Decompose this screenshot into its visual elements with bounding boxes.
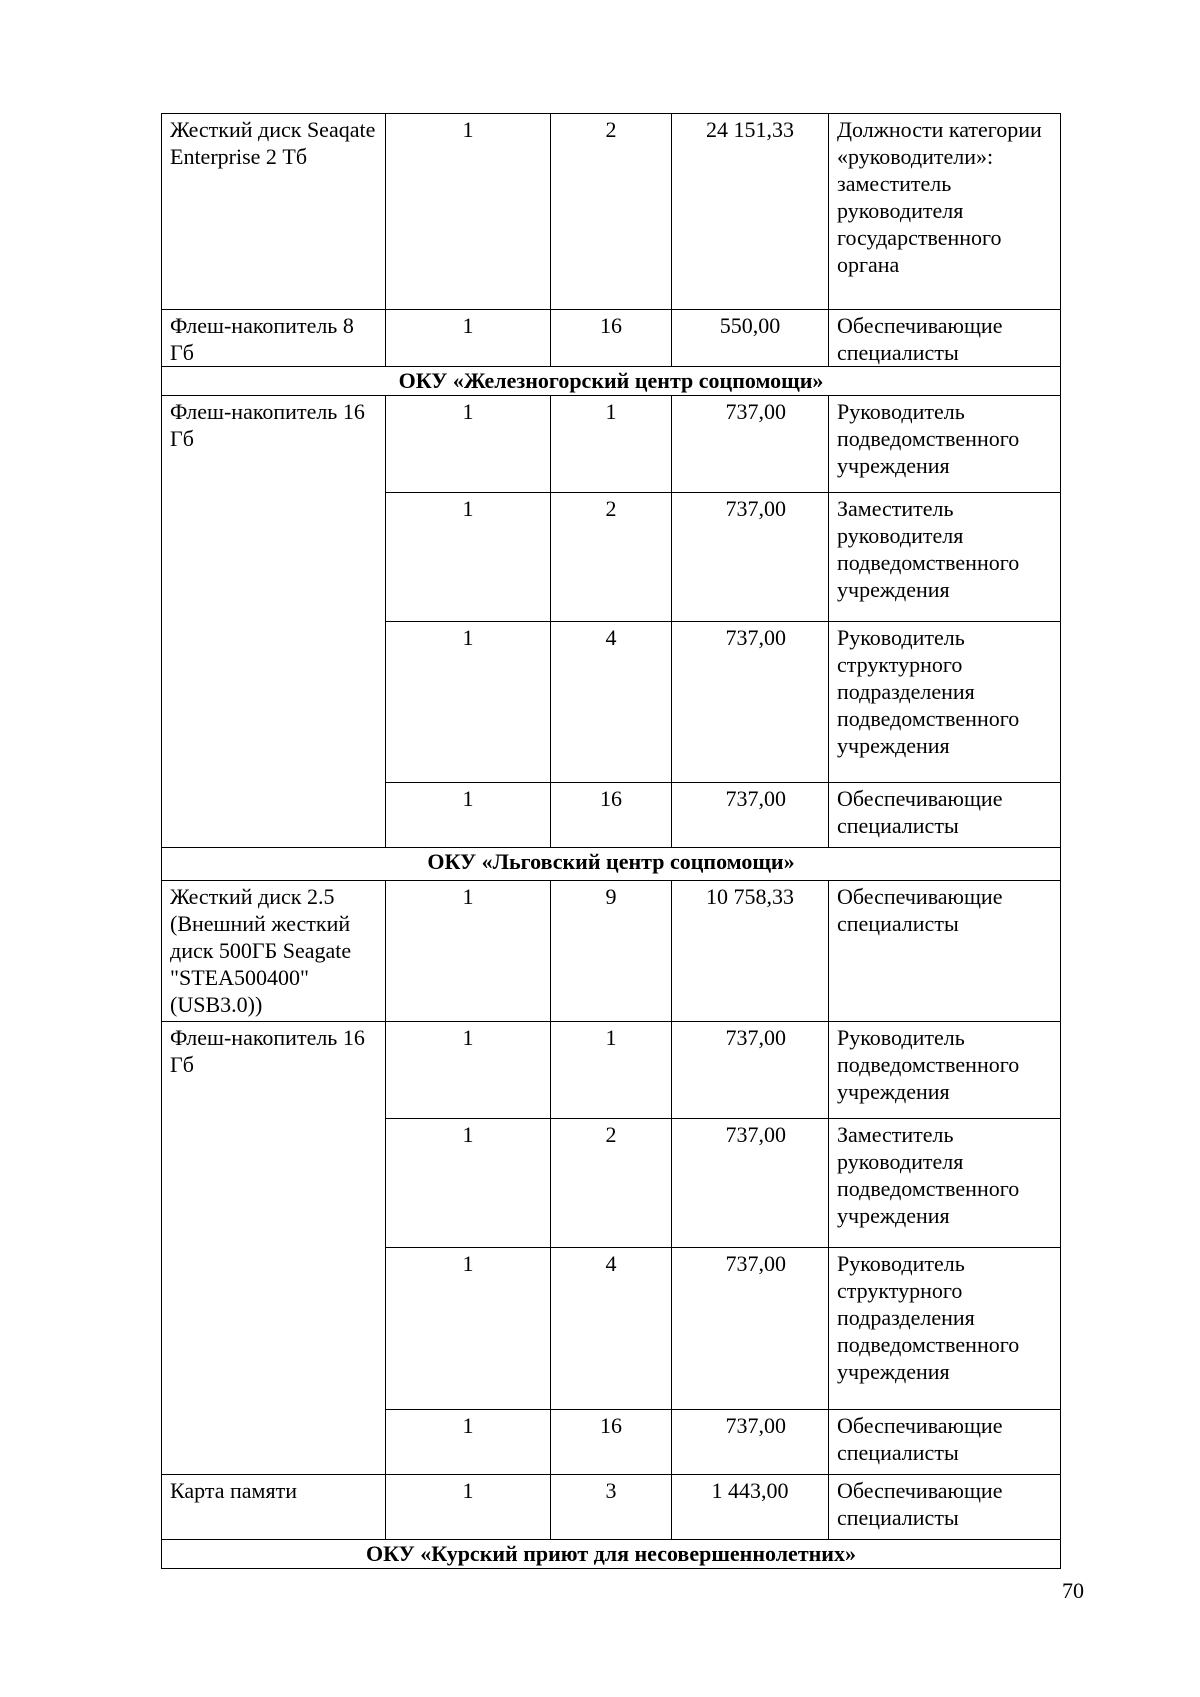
quantity-cell: 1	[386, 783, 551, 848]
table-row	[162, 396, 1061, 493]
item-name-cell: Флеш-накопитель 16 Гб	[162, 396, 386, 848]
count-cell: 9	[551, 881, 672, 1022]
quantity-cell: 1	[386, 114, 551, 310]
count-cell: 2	[551, 114, 672, 310]
count-cell: 2	[551, 493, 672, 622]
category-cell: Руководитель подведомственного учреждения	[829, 396, 1061, 493]
section-header-row	[162, 848, 1061, 881]
category-cell: Заместитель руководителя подведомственного учреждения	[829, 493, 1061, 622]
category-cell: Обеспечивающие специалисты	[829, 1410, 1061, 1475]
count-cell: 16	[551, 783, 672, 848]
quantity-cell: 1	[386, 310, 551, 367]
price-cell: 737,00	[672, 493, 829, 622]
category-cell: Обеспечивающие специалисты	[829, 881, 1061, 1022]
category-cell: Обеспечивающие специалисты	[829, 783, 1061, 848]
table-row	[162, 881, 1061, 1022]
category-cell: Руководитель подведомственного учреждения	[829, 1022, 1061, 1119]
category-cell: Руководитель структурного подразделения подведомственного учреждения	[829, 1248, 1061, 1410]
section-title: ОКУ «Курский приют для несовершеннолетних»	[162, 1540, 1061, 1569]
quantity-cell: 1	[386, 493, 551, 622]
item-name-cell: Карта памяти	[162, 1475, 386, 1540]
count-cell: 2	[551, 1119, 672, 1248]
quantity-cell: 1	[386, 1248, 551, 1410]
quantity-cell: 1	[386, 881, 551, 1022]
count-cell: 16	[551, 310, 672, 367]
category-cell: Руководитель структурного подразделения подведомственного учреждения	[829, 622, 1061, 783]
section-header-row	[162, 1540, 1061, 1569]
category-cell: Должности категории «руководители»: заместитель руководителя государственного органа	[829, 114, 1061, 310]
count-cell: 1	[551, 1022, 672, 1119]
quantity-cell: 1	[386, 1475, 551, 1540]
item-name-cell: Флеш-накопитель 16 Гб	[162, 1022, 386, 1475]
count-cell: 16	[551, 1410, 672, 1475]
section-header-row	[162, 367, 1061, 396]
quantity-cell: 1	[386, 1410, 551, 1475]
price-cell: 550,00	[672, 310, 829, 367]
item-name-cell: Флеш-накопитель 8 Гб	[162, 310, 386, 367]
table-row	[162, 114, 1061, 310]
table-row	[162, 1475, 1061, 1540]
price-cell: 737,00	[672, 1119, 829, 1248]
count-cell: 4	[551, 1248, 672, 1410]
section-title: ОКУ «Железногорский центр соцпомощи»	[162, 367, 1061, 396]
price-cell: 1 443,00	[672, 1475, 829, 1540]
price-cell: 737,00	[672, 396, 829, 493]
price-cell: 737,00	[672, 622, 829, 783]
count-cell: 3	[551, 1475, 672, 1540]
item-name-cell: Жесткий диск Seaqate Enterprise 2 Тб	[162, 114, 386, 310]
count-cell: 1	[551, 396, 672, 493]
price-cell: 737,00	[672, 1410, 829, 1475]
price-cell: 737,00	[672, 1022, 829, 1119]
count-cell: 4	[551, 622, 672, 783]
price-cell: 737,00	[672, 783, 829, 848]
price-cell: 10 758,33	[672, 881, 829, 1022]
section-title: ОКУ «Льговский центр соцпомощи»	[162, 848, 1061, 881]
item-name-cell: Жесткий диск 2.5 (Внешний жесткий диск 500ГБ Seagate "STEA500400" (USB3.0))	[162, 881, 386, 1022]
equipment-norms-table	[161, 113, 1061, 1569]
table-row	[162, 1022, 1061, 1119]
table-row	[162, 310, 1061, 367]
quantity-cell: 1	[386, 622, 551, 783]
category-cell: Заместитель руководителя подведомственного учреждения	[829, 1119, 1061, 1248]
page-number: 70	[1062, 1578, 1084, 1603]
category-cell: Обеспечивающие специалисты	[829, 310, 1061, 367]
price-cell: 737,00	[672, 1248, 829, 1410]
quantity-cell: 1	[386, 1022, 551, 1119]
category-cell: Обеспечивающие специалисты	[829, 1475, 1061, 1540]
price-cell: 24 151,33	[672, 114, 829, 310]
quantity-cell: 1	[386, 396, 551, 493]
quantity-cell: 1	[386, 1119, 551, 1248]
